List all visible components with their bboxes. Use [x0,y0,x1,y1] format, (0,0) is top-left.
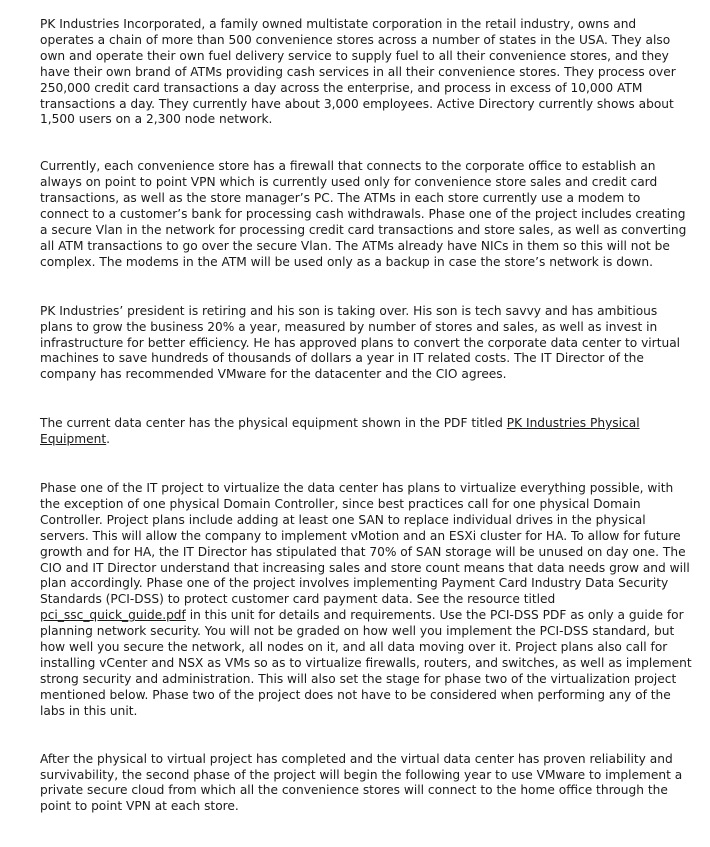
paragraph-text: The current data center has the physical equipment shown in the PDF titled [40,416,507,431]
phase-two-paragraph: After the physical to virtual project has completed and the virtual data center has proven reliability and survivability, the second phase of the project will begin the following year to use VMware to implement a private secure cloud from which all the convenience stores will connect to the home office through the point to point VPN at each store. [40,751,683,814]
leadership-plans-paragraph: PK Industries’ president is retiring and his son is taking over. His son is tech savvy and has ambitious plans to grow the business 20% a year, measured by number of stores and sales, as well as invest in infrastructure for better efficiency. He has approved plans to convert the corporate data center to virtual machines to save hundreds of thousands of dollars a year in IT related costs. The IT Director of the company has recommended VMware for the datacenter and the CIO agrees. [40,303,681,382]
company-overview-paragraph: PK Industries Incorporated, a family owned multistate corporation in the retail industry, owns and operates a chain of more than 500 convenience stores across a number of states in the USA. They also own and operate their own fuel delivery service to supply fuel to all their convenience stores, and they have their own brand of ATMs providing cash services in all their convenience stores. They process over 250,000 credit card transactions a day across the enterprise, and process in excess of 10,000 ATM transactions a day. They currently have about 3,000 employees. Active Directory currently shows about 1,500 users on a 2,300 node network. [40,17,676,127]
paragraph-text: in this unit for details and requirements. Use the PCI-DSS PDF as only a guide for planning network security. You will not be graded on how well you implement the PCI-DSS standard, but how well you secure the network, all nodes on it, and all data moving over it. Project plans also call for installing vCenter and NSX as VMs so as to virtualize firewalls, routers, and switches, as well as implement strong security and administration. This will also set the stage for phase two of the virtualization project mentioned below. Phase two of the project does not have to be considered when performing any of the labs in this unit. [40,608,692,718]
phase-one-paragraph [40,481,692,720]
paragraph-text: . [106,432,111,447]
paragraph-text: Phase one of the IT project to virtualize the data center has plans to virtualize everything possible, with the exception of one physical Domain Controller, since best practices call for one physical Domain Controller. Project plans include adding at least one SAN to replace individual drives in the physical servers. This will allow the company to implement vMotion and an ESXi cluster for HA. To allow for future growth and for HA, the IT Director has stipulated that 70% of SAN storage will be unused on day one. The CIO and IT Director understand that increasing sales and store count means that data needs grow and will plan accordingly. Phase one of the project involves implementing Payment Card Industry Data Security Standards (PCI-DSS) to protect customer card payment data. See the resource titled [40,481,690,607]
physical-equipment-pdf-link[interactable]: PK Industries Physical Equipment [40,416,640,447]
document-body [40,17,692,847]
data-center-equipment-paragraph [40,416,692,448]
pci-quick-guide-link[interactable]: pci_ssc_quick_guide.pdf [40,608,186,623]
store-network-paragraph: Currently, each convenience store has a firewall that connects to the corporate office to establish an always on point to point VPN which is currently used only for convenience store sales and credit card transactions, as well as the store manager’s PC. The ATMs in each store currently use a modem to connect to a customer’s bank for processing cash withdrawals. Phase one of the project includes creating a secure Vlan in the network for processing credit card transactions and store sales, as well as converting all ATM transactions to go over the secure Vlan. The ATMs already have NICs in them so this will not be complex. The modems in the ATM will be used only as a backup in case the store’s network is down. [40,159,687,269]
